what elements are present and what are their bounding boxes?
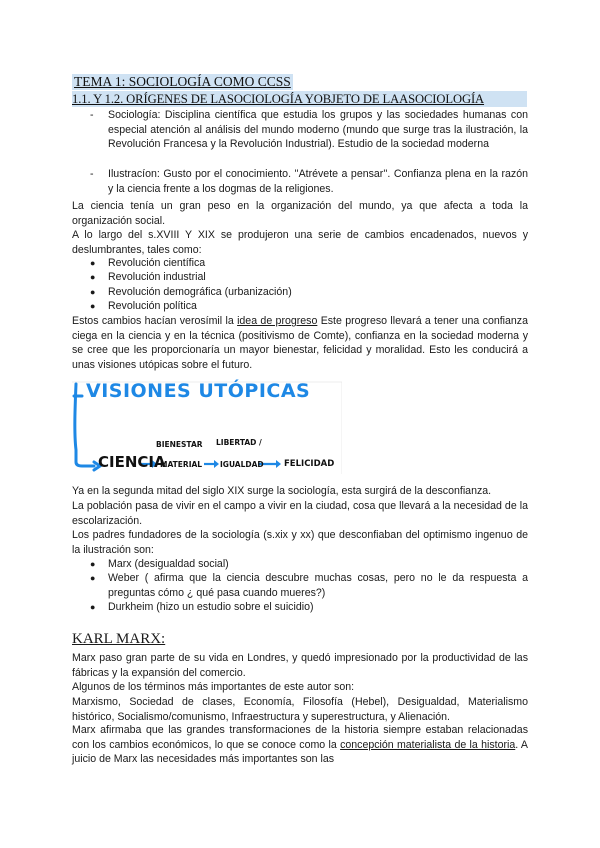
bullet-icon: ● <box>90 573 96 583</box>
diagram-felicidad: FELICIDAD <box>284 459 335 469</box>
underlined-term: idea de progreso <box>237 315 318 327</box>
list-item: ● Marx (desigualdad social) <box>90 558 229 570</box>
paragraph-progreso: Estos cambios hacían verosímil la idea de progreso Este progreso llevará a tener una confianza ciega en la ciencia y en la técnica (positivismo de Comte), confianza en la sociedad moderna y se cree que les proporcionaría un mayor bienestar, felicidad y moralidad. Esto les conducirá a unas visiones utópicas sobre el futuro. <box>72 315 528 371</box>
diagram-bienestar-top: BIENESTAR <box>156 440 203 449</box>
section-heading: 1.1. Y 1.2. ORÍGENES DE LASOCIOLOGÍA YOBJETO DE LAASOCIOLOGÍA <box>72 91 527 107</box>
paragraph: Marx paso gran parte de su vida en Londres, y quedó impresionado por la productividad de las fábricas y la expansión del comercio. <box>72 652 528 679</box>
list-item: ● Revolución demográfica (urbanización) <box>90 286 292 298</box>
diagram-libertad-top: LIBERTAD / <box>216 438 262 447</box>
list-item: ● Durkheim (hizo un estudio sobre el suicidio) <box>90 601 314 613</box>
definition-text: Ilustracíon: Gusto por el conocimiento. ''Atrévete a pensar''. Confianza plena en la razón y la ciencia frente a los dogmas de la religiones. <box>108 168 528 195</box>
diagram-bienestar-bottom: MATERIAL <box>160 460 203 469</box>
list-item: ● Weber ( afirma que la ciencia descubre muchas cosas, pero no le da respuesta a preguntas cómo ¿ qué pasa cuando mueres?) <box>90 572 528 599</box>
topic-heading: TEMA 1: SOCIOLOGÍA COMO CCSS <box>74 74 291 89</box>
paragraph: Los padres fundadores de la sociología (s.xix y xx) que desconfiaban del optimismo ingenuo de la ilustración son: <box>72 529 528 556</box>
paragraph-concepcion: Marx afirmaba que las grandes transformaciones de la historia siempre estaban relacionadas con los cambios económicos, lo que se conoce como la concepción materialista de la historia. A juicio de Marx las necesidades más importantes son las <box>72 724 528 766</box>
dash-marker: - <box>90 109 94 121</box>
definition-sociologia <box>90 108 528 152</box>
list-item: ● Revolución industrial <box>90 271 206 283</box>
paragraph: La ciencia tenía un gran peso en la organización del mundo, ya que afecta a toda la organización social. <box>72 200 528 227</box>
karl-marx-heading: KARL MARX: <box>72 631 166 647</box>
diagram-ciencia: CIENCIA <box>98 453 166 471</box>
bullet-icon: ● <box>90 272 96 282</box>
diagram-title: VISIONES UTÓPICAS <box>86 380 311 402</box>
list-item: ● Revolución científica <box>90 257 206 269</box>
paragraph: Marxismo, Sociedad de clases, Economía, Filosofía (Hebel), Desigualdad, Materialismo histórico, Socialismo/comunismo, Infraestructura y superestructura, y Alienación. <box>72 696 528 723</box>
definition-ilustracion <box>90 167 528 196</box>
bullet-icon: ● <box>90 301 96 311</box>
diagram-libertad-bottom: IGUALDAD <box>220 460 264 469</box>
paragraph: La población pasa de vivir en el campo a vivir en la ciudad, cosa que llevará a la necesidad de la escolarización. <box>72 500 528 527</box>
paragraph: A lo largo del s.XVIII Y XIX se produjeron una serie de cambios encadenados, nuevos y deslumbrantes, tales como: <box>72 229 528 256</box>
bullet-icon: ● <box>90 258 96 268</box>
bullet-icon: ● <box>90 287 96 297</box>
list-item: ● Revolución política <box>90 300 197 312</box>
definition-text: Sociología: Disciplina científica que estudia los grupos y las sociedades humanas con especial atención al análisis del mundo moderno (mundo que surge tras la ilustración, la Revolución Francesa y la Revolución Industrial). Estudio de la sociedad moderna <box>108 109 528 151</box>
bullet-icon: ● <box>90 602 96 612</box>
paragraph: Ya en la segunda mitad del siglo XIX surge la sociología, esta surgirá de la desconfianza. <box>72 485 492 497</box>
visiones-utopicas-diagram <box>72 378 342 474</box>
paragraph: Algunos de los términos más importantes de este autor son: <box>72 681 355 693</box>
bullet-icon: ● <box>90 559 96 569</box>
dash-marker: - <box>90 168 94 180</box>
underlined-term: concepción materialista de la historia <box>340 738 516 751</box>
